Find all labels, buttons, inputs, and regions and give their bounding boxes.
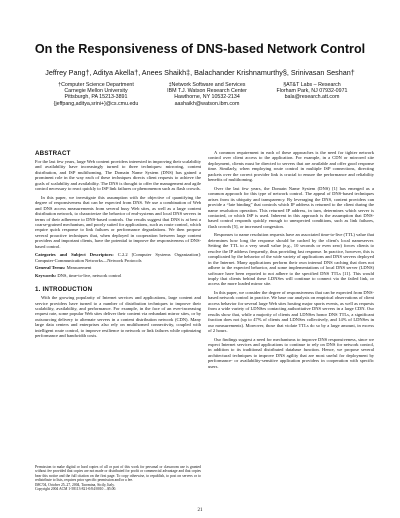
categories-line — [35, 252, 201, 263]
author-list: Jeffrey Pang†, Aditya Akella†, Anees Shaikh‡, Balachander Krishnamurthy§, Srinivasan Seshan† — [45, 68, 355, 77]
page-number: 21 — [197, 508, 203, 513]
keywords-line — [35, 273, 201, 278]
copyright-line: Copyright 2004 ACM 1-58113-821-0/04/0010 ...$5.00. — [35, 487, 117, 492]
left-column — [35, 150, 201, 342]
introduction-paragraph: With the growing popularity of Internet services and applications, large content and service providers have turned to a number of distribution techniques to improve their scalability, availability, and performance. For example, in the face of an ever-increasing request rate, some popular Web sites deliver their content via redundant mirror sites, or by outsourcing delivery to alternate servers in a content distribution network (CDN). Many large data centers and enterprises also rely on multihomed connectivity, coupled with intelligent route control, to improve resilience to network or link failures while optimizing performance and bandwidth costs. — [35, 295, 201, 339]
categories-label: Categories and Subject Descriptors: — [35, 252, 114, 258]
affiliation-line: IBM T.J. Watson Research Center — [167, 88, 247, 95]
affiliation-line: Hawthorne, NY 10532-2134 — [174, 94, 240, 101]
affiliation-email: {jeffpang,aditya,srini+}@cs.cmu.edu — [53, 100, 139, 107]
affiliation-line: Florham Park, NJ 07932-0971 — [276, 88, 348, 95]
keywords-text: DNS, time-to-live, network control — [57, 272, 122, 278]
terms-label: General Terms: — [35, 265, 66, 271]
affiliation-email: bala@research.att.com — [284, 94, 340, 101]
copyright-footnote — [35, 465, 201, 491]
introduction-heading: 1. INTRODUCTION — [35, 286, 93, 294]
abstract-paragraph: In this paper, we investigate this assumption with the objective of quantifying the degree of responsiveness that can be expected from DNS. We use a combination of Web and DNS access measurements from several busy Web sites, as well as a large content distribution network, to characterize the behavior of end-systems and local DNS servers in terms of their adherence to DNS-based controls. Our results suggest that DNS is at best a coarse-grained mechanism, and poorly suited for applications, such as route control, which require quick response to link failures or performance degradations. We then propose several proactive techniques that, when deployed in cooperation between large content providers and important clients, have the potential to improve the responsiveness of DNS-based control. — [35, 194, 201, 249]
right-column — [208, 150, 374, 372]
affiliation-ibm — [152, 82, 262, 107]
categories-text: C.2.2 [Computer Systems Organization]: Computer-Communication Networks—Network Protocols — [35, 252, 201, 263]
keywords-label: Keywords: — [35, 272, 57, 278]
body-paragraph: Over the last few years, the Domain Name System (DNS) [1] has emerged as a common approach for this type of network control. The appeal of DNS-based techniques arises from its ubiquity and transparency. By leveraging the DNS, content providers can provide a “late binding” that controls which IP address is returned to the client during the name resolution operation. This returned IP address, in turn, determines which server is contacted, or which ISP is used. Inherent in this approach is the assumption that DNS-based control responds quickly enough to unexpected conditions, such as link failures, flash crowds [5], or increased congestion. — [208, 185, 374, 229]
permission-notice: Permission to make digital or hard copies of all or part of this work for personal or classroom use is granted without fee provided that copies are not made or distributed for profit or commercial advantage and that copies bear this notice and the full citation on the first page. To copy otherwise, to republish, to post on servers or to redistribute to lists, requires prior specific permission and/or a fee. — [35, 465, 201, 483]
body-paragraph: In this paper, we consider the degree of responsiveness that can be expected from DNS-based network control in practice. We base our analysis on empirical observations of client access behavior for several large Web sites hosting major sports events, as well as requests from a wide variety of LDNSes contacting authoritative DNS servers in a large CDN. Our results show that, while a majority of clients and LDNSes honor DNS TTLs, a significant fraction does not (up to 47% of clients and LDNSes collectively, and 14% of LDNSes in our measurements). Moreover, those that violate TTLs do so by a large amount, in excess of 2 hours. — [208, 289, 374, 334]
body-paragraph: A common requirement in each of these approaches is the need for tighter network control over client access to the application. For example, in a CDN or mirrored site deployment, clients must be directed to servers that are available and offer good response time. Similarly, when employing route control in multiple ISP connections, directing packets over the correct provider link is crucial to ensure the performance and reliability benefits of multihoming. — [208, 150, 374, 183]
abstract-heading: ABSTRACT — [35, 150, 71, 157]
affiliation-cmu — [40, 82, 152, 107]
terms-text: Measurement — [66, 265, 92, 271]
abstract-paragraph: For the last few years, large Web content providers interested in improving their scalability and availability have increasingly turned to three techniques: mirroring, content distribution, and ISP multihoming. The Domain Name System (DNS) has gained a prominent role in the way each of these techniques directs client requests to achieve the goals of scalability and availability. The DNS is thought to offer the management and agile control necessary to react quickly to ISP link failures or phenomenon such as flash crowds. — [35, 159, 201, 192]
affiliation-line: Pittsburgh, PA 15213-3891 — [64, 94, 128, 101]
affiliation-att — [262, 82, 362, 101]
affiliation-line: ‡Network Software and Services — [168, 82, 246, 88]
affiliation-line: §AT&T Labs – Research — [283, 82, 341, 88]
body-paragraph: Responses to name resolution requests have an associated time-to-live (TTL) value that determines how long the response should be cached by the client's local nameserver. Setting the TTL to a very small value (e.g., 10 seconds or even zero) forces clients to resolve the IP address frequently, thus providing fast response. In practice, however, this is complicated by the behavior of the wide variety of applications and DNS servers deployed in the Internet. Many applications perform their own internal DNS caching that does not adhere to the expected behavior, and some implementations of local DNS server (LDNS) software have been reported to not adhere to the specified DNS TTLs [11]. This would imply that clients behind these LDNSes will continue to connect via the failed link, or access the more loaded mirror site. — [208, 232, 374, 287]
terms-line — [35, 265, 201, 270]
body-paragraph: Our findings suggest a need for mechanisms to improve DNS responsiveness, since we expect Internet services and applications to continue to rely on DNS for network control, in addition to its traditional distributed database function. Hence, we propose several architectural techniques to improve DNS agility that are most useful for deployment by performance- or availability-sensitive application providers in cooperation with specific users. — [208, 336, 374, 369]
paper-title: On the Responsiveness of DNS-based Network Control — [34, 42, 366, 56]
conference-line: IMC'04, October 25–27, 2004, Taormina, Sicily, Italy. — [35, 482, 115, 487]
affiliation-line: †Computer Science Department — [58, 82, 134, 88]
affiliation-line: Carnegie Mellon University — [64, 88, 128, 95]
affiliation-email: aashaikh@watson.ibm.com — [174, 100, 240, 107]
